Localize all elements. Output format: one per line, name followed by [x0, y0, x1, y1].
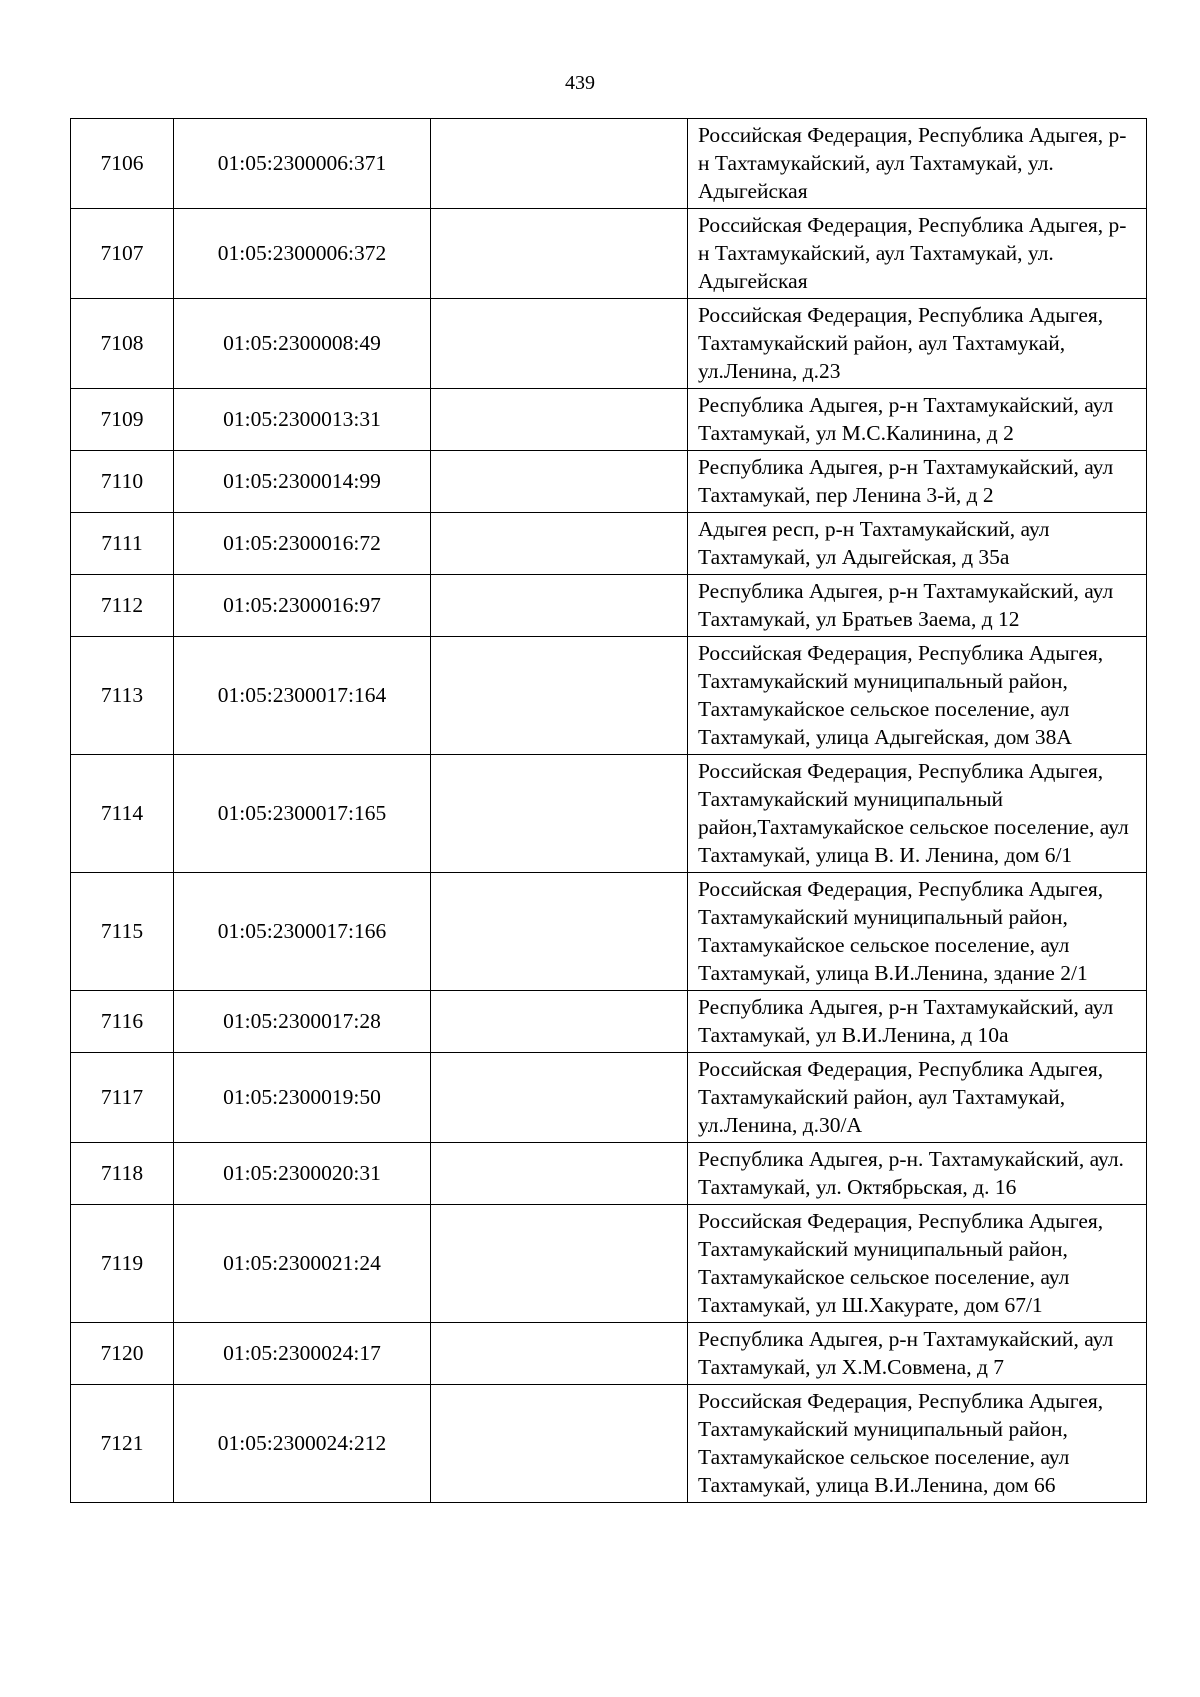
row-number-cell: 7106: [71, 119, 174, 209]
table-row: [71, 991, 1147, 1053]
cadastral-number-cell: 01:05:2300017:166: [174, 873, 431, 991]
table-row: [71, 873, 1147, 991]
empty-cell: [431, 1323, 688, 1385]
cadastral-number-cell: 01:05:2300014:99: [174, 451, 431, 513]
registry-table: [70, 118, 1147, 1503]
address-cell: Республика Адыгея, р-н Тахтамукайский, аул Тахтамукай, ул Братьев Заема, д 12: [688, 575, 1147, 637]
address-cell: Российская Федерация, Республика Адыгея, Тахтамукайский район, аул Тахтамукай, ул.Ленина, д.23: [688, 299, 1147, 389]
cadastral-number-cell: 01:05:2300021:24: [174, 1205, 431, 1323]
empty-cell: [431, 1205, 688, 1323]
cadastral-number-cell: 01:05:2300020:31: [174, 1143, 431, 1205]
address-cell: Российская Федерация, Республика Адыгея, Тахтамукайский муниципальный район, Тахтамукайское сельское поселение, аул Тахтамукай, улица В.И.Ленина, здание 2/1: [688, 873, 1147, 991]
table-row: [71, 1323, 1147, 1385]
cadastral-number-cell: 01:05:2300016:97: [174, 575, 431, 637]
address-cell: Российская Федерация, Республика Адыгея, Тахтамукайский район, аул Тахтамукай, ул.Ленина, д.30/А: [688, 1053, 1147, 1143]
row-number-cell: 7107: [71, 209, 174, 299]
cadastral-number-cell: 01:05:2300006:371: [174, 119, 431, 209]
row-number-cell: 7115: [71, 873, 174, 991]
table-row: [71, 1143, 1147, 1205]
empty-cell: [431, 575, 688, 637]
row-number-cell: 7116: [71, 991, 174, 1053]
address-cell: Российская Федерация, Республика Адыгея, р-н Тахтамукайский, аул Тахтамукай, ул. Адыгейская: [688, 119, 1147, 209]
address-cell: Российская Федерация, Республика Адыгея, р-н Тахтамукайский, аул Тахтамукай, ул. Адыгейская: [688, 209, 1147, 299]
empty-cell: [431, 451, 688, 513]
empty-cell: [431, 389, 688, 451]
row-number-cell: 7111: [71, 513, 174, 575]
empty-cell: [431, 873, 688, 991]
cadastral-number-cell: 01:05:2300019:50: [174, 1053, 431, 1143]
cadastral-number-cell: 01:05:2300016:72: [174, 513, 431, 575]
address-cell: Российская Федерация, Республика Адыгея, Тахтамукайский муниципальный район, Тахтамукайское сельское поселение, аул Тахтамукай, улица В.И.Ленина, дом 66: [688, 1385, 1147, 1503]
address-cell: Российская Федерация, Республика Адыгея, Тахтамукайский муниципальный район,Тахтамукайское сельское поселение, аул Тахтамукай, улица В. И. Ленина, дом 6/1: [688, 755, 1147, 873]
empty-cell: [431, 1385, 688, 1503]
row-number-cell: 7121: [71, 1385, 174, 1503]
cadastral-number-cell: 01:05:2300013:31: [174, 389, 431, 451]
cadastral-number-cell: 01:05:2300006:372: [174, 209, 431, 299]
cadastral-number-cell: 01:05:2300017:164: [174, 637, 431, 755]
table-row: [71, 299, 1147, 389]
table-row: [71, 575, 1147, 637]
empty-cell: [431, 1053, 688, 1143]
table-row: [71, 513, 1147, 575]
row-number-cell: 7118: [71, 1143, 174, 1205]
table-row: [71, 1053, 1147, 1143]
row-number-cell: 7120: [71, 1323, 174, 1385]
row-number-cell: 7109: [71, 389, 174, 451]
empty-cell: [431, 513, 688, 575]
table-row: [71, 755, 1147, 873]
address-cell: Российская Федерация, Республика Адыгея, Тахтамукайский муниципальный район, Тахтамукайское сельское поселение, аул Тахтамукай, ул Ш.Хакурате, дом 67/1: [688, 1205, 1147, 1323]
address-cell: Республика Адыгея, р-н Тахтамукайский, аул Тахтамукай, ул М.С.Калинина, д 2: [688, 389, 1147, 451]
table-row: [71, 389, 1147, 451]
address-cell: Адыгея респ, р-н Тахтамукайский, аул Тахтамукай, ул Адыгейская, д 35а: [688, 513, 1147, 575]
cadastral-number-cell: 01:05:2300024:212: [174, 1385, 431, 1503]
empty-cell: [431, 991, 688, 1053]
address-cell: Республика Адыгея, р-н. Тахтамукайский, аул. Тахтамукай, ул. Октябрьская, д. 16: [688, 1143, 1147, 1205]
row-number-cell: 7117: [71, 1053, 174, 1143]
row-number-cell: 7113: [71, 637, 174, 755]
table-row: [71, 1205, 1147, 1323]
table-row: [71, 637, 1147, 755]
table-row: [71, 1385, 1147, 1503]
row-number-cell: 7112: [71, 575, 174, 637]
cadastral-number-cell: 01:05:2300017:165: [174, 755, 431, 873]
empty-cell: [431, 637, 688, 755]
table-row: [71, 451, 1147, 513]
row-number-cell: 7114: [71, 755, 174, 873]
empty-cell: [431, 755, 688, 873]
row-number-cell: 7119: [71, 1205, 174, 1323]
empty-cell: [431, 209, 688, 299]
table-row: [71, 209, 1147, 299]
cadastral-number-cell: 01:05:2300024:17: [174, 1323, 431, 1385]
address-cell: Республика Адыгея, р-н Тахтамукайский, аул Тахтамукай, ул В.И.Ленина, д 10а: [688, 991, 1147, 1053]
cadastral-number-cell: 01:05:2300008:49: [174, 299, 431, 389]
row-number-cell: 7110: [71, 451, 174, 513]
empty-cell: [431, 299, 688, 389]
row-number-cell: 7108: [71, 299, 174, 389]
empty-cell: [431, 1143, 688, 1205]
table-row: [71, 119, 1147, 209]
address-cell: Российская Федерация, Республика Адыгея, Тахтамукайский муниципальный район, Тахтамукайское сельское поселение, аул Тахтамукай, улица Адыгейская, дом 38А: [688, 637, 1147, 755]
address-cell: Республика Адыгея, р-н Тахтамукайский, аул Тахтамукай, пер Ленина 3-й, д 2: [688, 451, 1147, 513]
page-number: 439: [565, 72, 595, 94]
address-cell: Республика Адыгея, р-н Тахтамукайский, аул Тахтамукай, ул Х.М.Совмена, д 7: [688, 1323, 1147, 1385]
cadastral-number-cell: 01:05:2300017:28: [174, 991, 431, 1053]
empty-cell: [431, 119, 688, 209]
